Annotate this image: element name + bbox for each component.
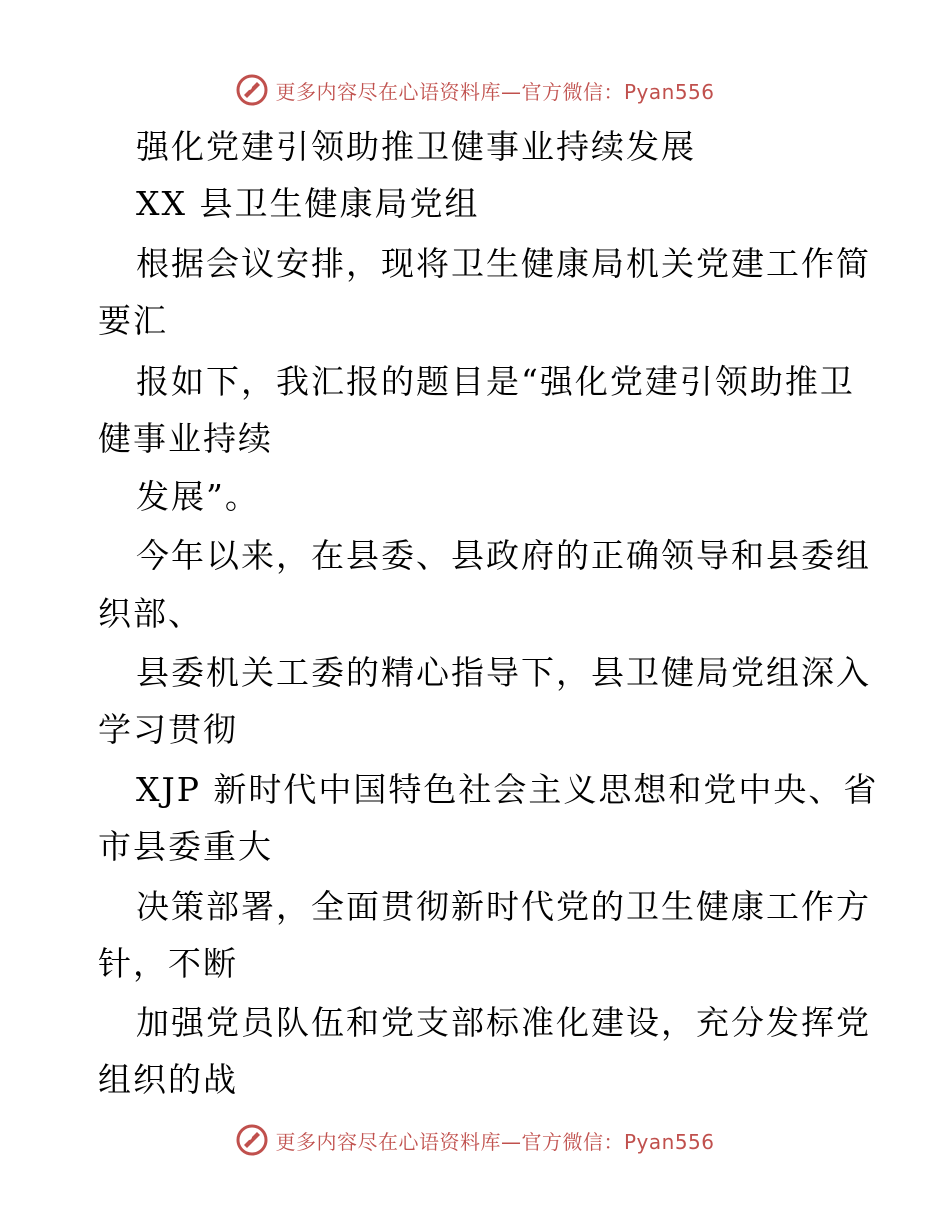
- paragraph-line: 针，不断: [98, 944, 238, 983]
- paragraph-line: 报如下，我汇报的题目是“强化党建引领助推卫: [136, 362, 855, 401]
- paragraph-line: 发展”。: [136, 477, 260, 516]
- seal-logo-icon: [235, 73, 269, 107]
- footer-banner: [0, 1120, 950, 1160]
- paragraph-line: 今年以来，在县委、县政府的正确领导和县委组: [136, 536, 871, 575]
- paragraph-line: 组织的战: [98, 1060, 238, 1099]
- banner-text: 更多内容尽在心语资料库—官方微信：Pyan556: [275, 1129, 715, 1154]
- document-title: 强化党建引领助推卫健事业持续发展: [136, 127, 696, 166]
- paragraph-line: XJP 新时代中国特色社会主义思想和党中央、省: [136, 770, 879, 809]
- paragraph-line: 学习贯彻: [98, 710, 238, 749]
- document-author: XX 县卫生健康局党组: [136, 184, 480, 223]
- banner-wechat-id: Pyan556: [623, 79, 715, 104]
- paragraph-line: 决策部署，全面贯彻新时代党的卫生健康工作方: [136, 887, 871, 926]
- paragraph-line: 县委机关工委的精心指导下，县卫健局党组深入: [136, 653, 871, 692]
- paragraph-line: 织部、: [98, 594, 203, 633]
- header-banner: [0, 70, 950, 110]
- banner-wechat-id: Pyan556: [623, 1129, 715, 1154]
- paragraph-line: 根据会议安排，现将卫生健康局机关党建工作简: [136, 244, 871, 283]
- paragraph-line: 市县委重大: [98, 827, 273, 866]
- paragraph-line: 健事业持续: [98, 419, 273, 458]
- paragraph-line: 加强党员队伍和党支部标准化建设，充分发挥党: [136, 1003, 871, 1042]
- seal-logo-icon: [235, 1123, 269, 1157]
- paragraph-line: 要汇: [98, 301, 168, 340]
- banner-text: 更多内容尽在心语资料库—官方微信：Pyan556: [275, 79, 715, 104]
